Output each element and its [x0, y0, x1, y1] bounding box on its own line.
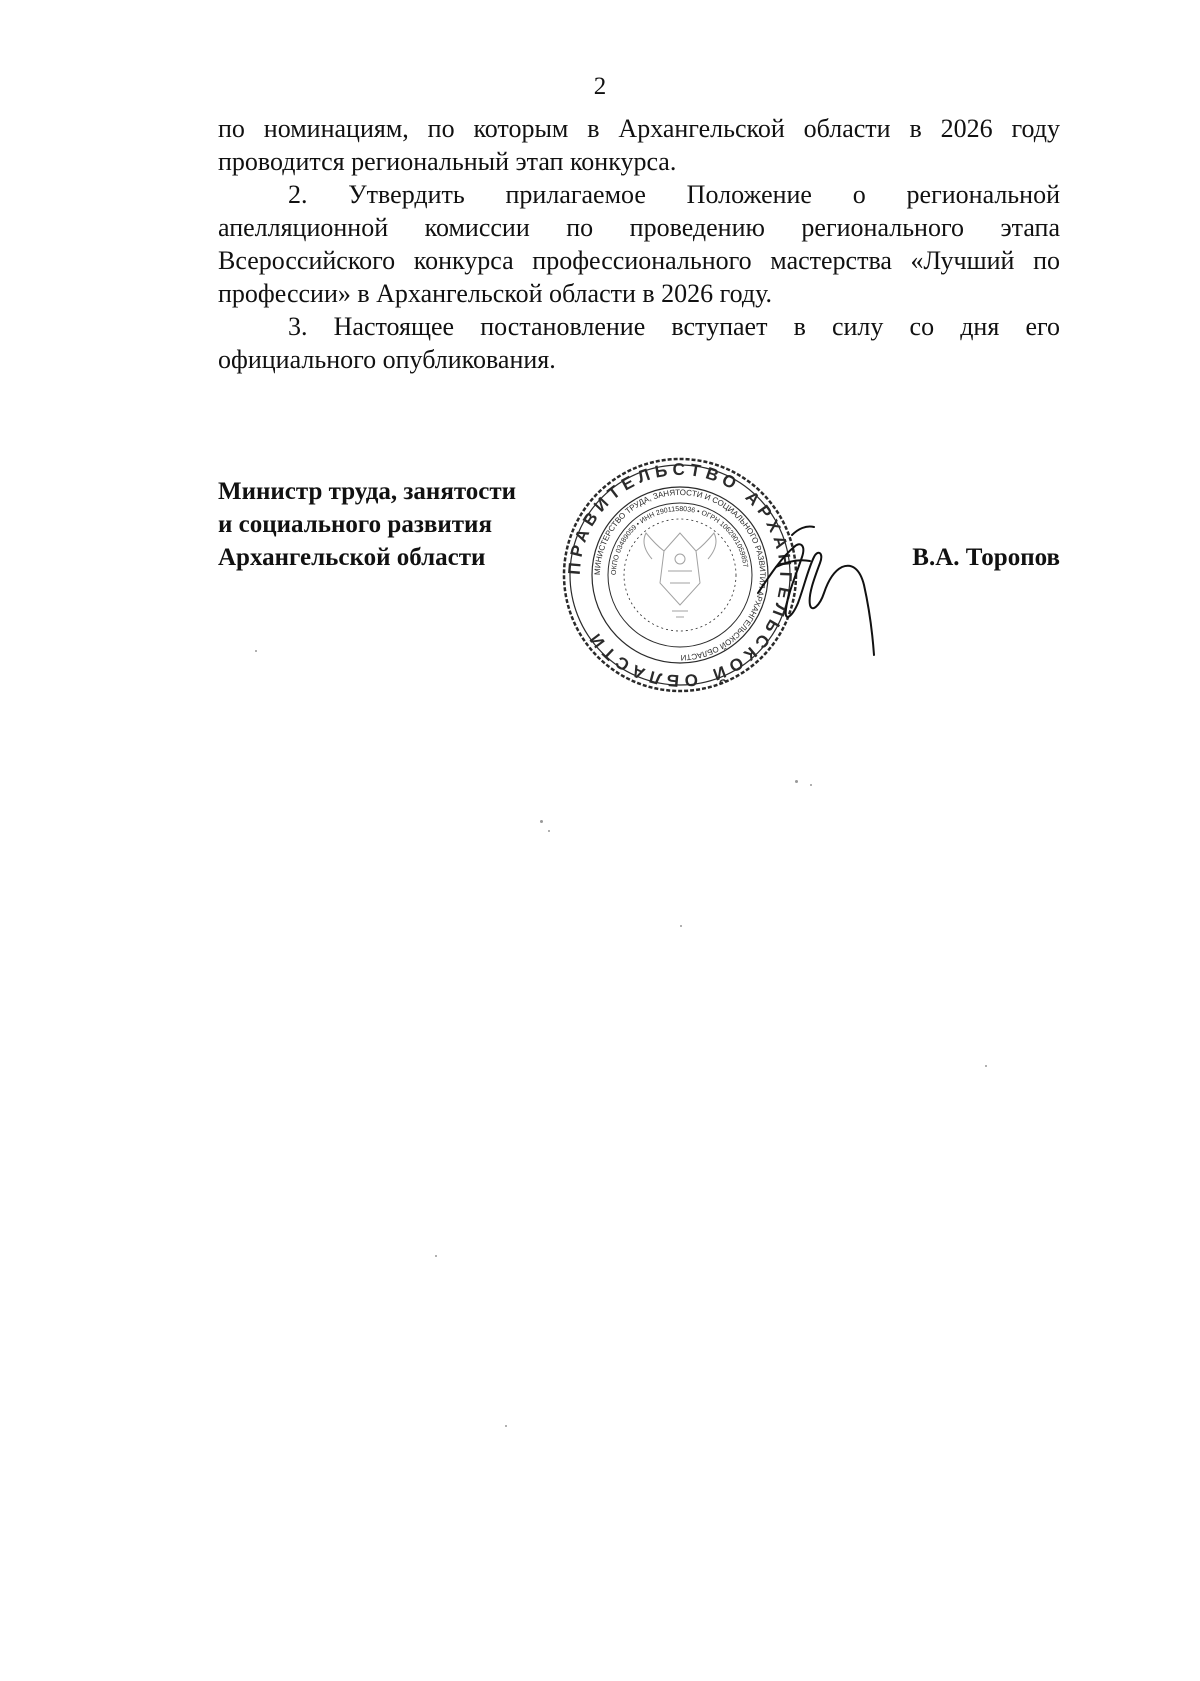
paragraph-item-3: 3. Настоящее постановление вступает в силу со дня его официального опубликования. [218, 312, 1060, 374]
seal-inner-text: МИНИСТЕРСТВО ТРУДА, ЗАНЯТОСТИ И СОЦИАЛЬНОГО РАЗВИТИЯ АРХАНГЕЛЬСКОЙ ОБЛАСТИ [592, 487, 768, 663]
paragraph-continuation: по номинациям, по которым в Архангельской области в 2026 году проводится региональный этап конкурса. [218, 114, 1060, 176]
signer-name: В.А. Торопов [912, 544, 1060, 571]
page-number: 2 [593, 73, 607, 100]
scan-speck [985, 1065, 987, 1067]
scan-speck [680, 925, 682, 927]
signature-block [218, 459, 1060, 735]
scan-speck [505, 1425, 507, 1427]
svg-text:ОКПО 03489059 • ИНН 2901158036 [611, 506, 749, 575]
scan-speck [810, 784, 812, 786]
document-body [218, 112, 1060, 376]
scan-speck [255, 650, 257, 652]
scan-speck [435, 1255, 437, 1257]
paragraph-item-2: 2. Утвердить прилагаемое Положение о региональной апелляционной комиссии по проведению регионального этапа Всероссийского конкурса профессионального мастерства «Лучший по профессии» в Архангельской области в 2026 году. [218, 180, 1060, 308]
coat-of-arms-icon [644, 533, 716, 617]
signer-title-line: и социального развития [218, 511, 492, 538]
svg-text:МИНИСТЕРСТВО ТРУДА, ЗАНЯТОСТИ [593, 488, 767, 662]
seal-codes-text: ОКПО 03489059 • ИНН 2901158036 • ОГРН 1062901059857 [610, 505, 749, 576]
scan-speck [548, 830, 550, 832]
scan-speck [540, 820, 543, 823]
scan-speck [795, 780, 798, 783]
signer-title-line: Архангельской области [218, 544, 486, 571]
seal-outer-text: ПРАВИТЕЛЬСТВО АРХАНГЕЛЬСКОЙ ОБЛАСТИ [564, 459, 796, 691]
handwritten-signature [748, 505, 928, 665]
signer-title-line: Министр труда, занятости [218, 478, 517, 505]
signer-title [218, 475, 578, 574]
